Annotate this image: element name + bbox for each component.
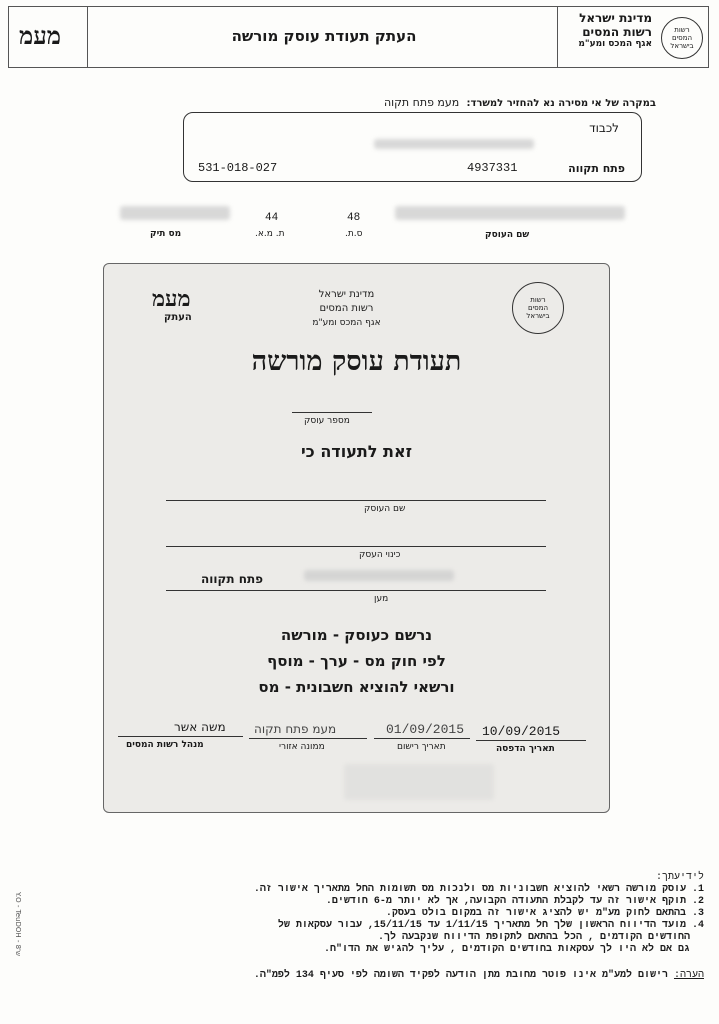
- note-3: 3. בהתאם לחוק מע"מ יש להציג אישור זה במקום בולט בעסק.: [385, 908, 704, 919]
- return-line: במקרה של אי מסירה נא להחזיר למשרד: מעמ פתח תקוה: [383, 96, 656, 109]
- cert-seal-icon: רשות המסים בישראל: [512, 282, 564, 334]
- address-value: פתח תקווה: [201, 572, 264, 586]
- registration-text: נרשם כעוסק - מורשה לפי חוק מס - ערך - מוסף ורשאי להוציא חשבונית - מס: [258, 626, 455, 696]
- certificate-card: [103, 263, 610, 813]
- city: פתח תקווה: [568, 162, 625, 175]
- name-label: שם העוסק: [364, 504, 406, 514]
- address-box: [183, 112, 642, 182]
- print-date: 10/09/2015: [482, 724, 561, 739]
- regional-office-label: ממונה אזורי: [279, 742, 325, 752]
- business-label: כינוי העסק: [359, 550, 401, 560]
- dealer-number-label: מספר עוסק: [304, 416, 350, 426]
- registration-date: 01/09/2015: [386, 722, 465, 737]
- note-1: 1. עוסק מורשה רשאי להוציא חשבוניות מס ולנכות מס תשומות החל מתאריך אישור זה.: [253, 884, 704, 895]
- regional-office: מעמ פתח תקוה: [254, 722, 337, 736]
- margin-code: Y.O - TeuDOH - 8'ש: [13, 892, 22, 956]
- tax-authority-seal-icon: רשות המסים בישראל: [661, 17, 703, 59]
- vat-logo: מעמ: [19, 21, 62, 50]
- director-label: מנהל רשות המסים: [126, 740, 204, 750]
- reference-number: 531-018-027: [198, 161, 278, 175]
- header-title: העתק תעודת עוסק מורשה: [231, 27, 417, 45]
- note-2: 2. תוקף אישור זה עד לקבלת התעודה הקבועה, אך לא יותר מ-6 חודשים.: [325, 896, 704, 907]
- agency-block: מדינת ישראל רשות המסים אגף המכס ומע"מ: [578, 11, 652, 49]
- statement: זאת לתעודה כי: [300, 442, 413, 461]
- note-4-cont2: גם אם לא היו לך עסקאות בחודשים הקודמים , עליך להגיש את הדו"ח.: [323, 944, 690, 955]
- copy-label: העתק: [164, 312, 192, 323]
- file-label: מס תיק: [150, 229, 182, 239]
- postal-code: 4937331: [467, 161, 518, 175]
- cert-agency-block: מדינת ישראל רשות המסים אגף המכס ומע"מ: [312, 289, 381, 328]
- notes-heading: לידיעתך:: [655, 872, 704, 883]
- certificate-title: תעודת עוסק מורשה: [251, 346, 462, 377]
- mm-label: ת. מ.א.: [255, 229, 285, 239]
- cert-vat-logo: מעמ: [152, 286, 191, 312]
- id-number-2: 48: [347, 212, 361, 224]
- notes-block: [14, 872, 704, 982]
- header-bar: [8, 6, 709, 68]
- remark: הערה: רישום למע"מ אינו פוטר מחובת מתן הודעה לפקיד השומה לפי סעיף 134 לפמ"ה.: [253, 970, 704, 981]
- note-4: 4. מועד הדיווח הראשון שלך חל מתאריך 1/11/15 עד 15/11/15, עבור עסקאות של: [277, 920, 704, 931]
- st-label: ס.ת.: [345, 229, 363, 239]
- dealer-name-label: שם העוסק: [485, 230, 530, 240]
- print-date-label: תאריך הדפסה: [496, 744, 555, 754]
- id-number-1: 44: [265, 212, 279, 224]
- address-label: מען: [374, 594, 389, 604]
- to-label: לכבוד: [589, 121, 619, 135]
- note-4-cont: החודשים הקודמים , הכל בהתאם לתקופת הדיווח שנקבעה לך.: [377, 932, 690, 943]
- registration-date-label: תאריך רישום: [397, 742, 446, 752]
- director-name: משה אשר: [174, 720, 226, 734]
